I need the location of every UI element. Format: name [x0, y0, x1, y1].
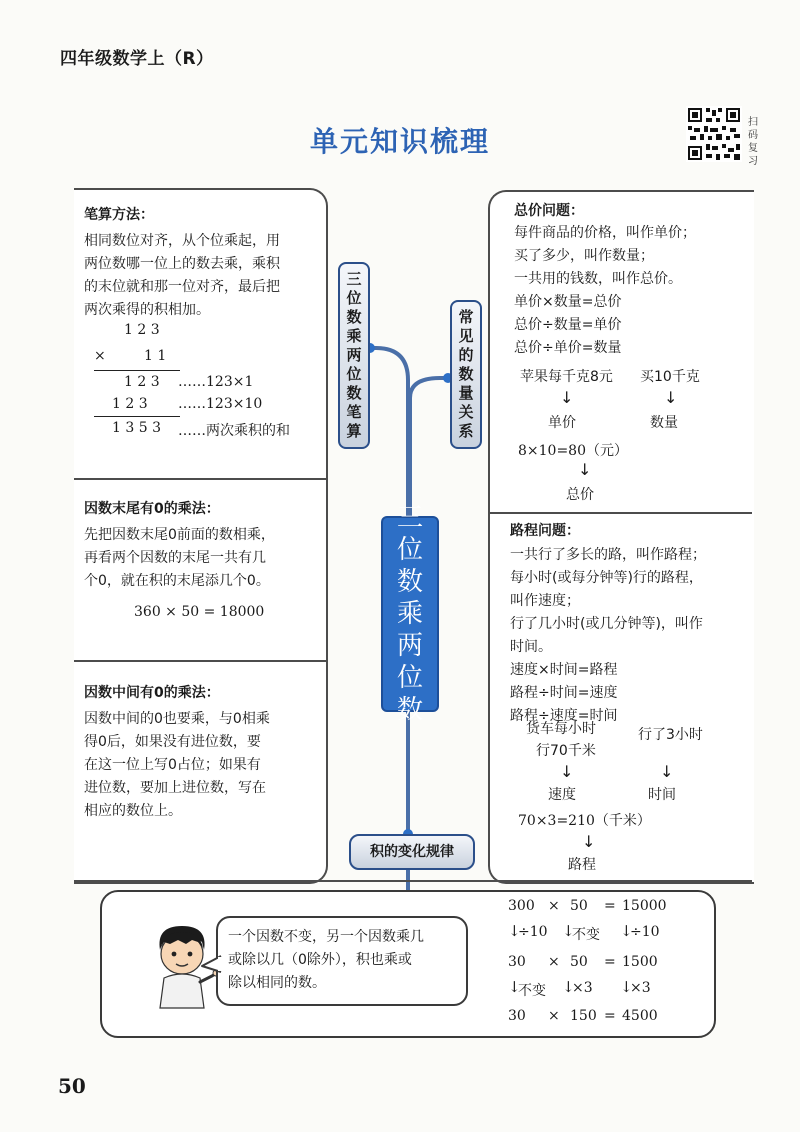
middle-zero-line: 相应的数位上。: [84, 803, 182, 819]
trailing-zero-heading: 因数末尾有0的乘法：: [84, 501, 220, 517]
arrow2-c: ×3: [630, 980, 651, 996]
partial-product-2: 1 2 3: [112, 396, 148, 412]
partial-product-1: 1 2 3: [124, 374, 160, 390]
total-price-result-label: 总价: [566, 487, 594, 503]
eq3-c: 4500: [622, 1008, 658, 1024]
center-topic: [381, 503, 439, 725]
written-method-body: [84, 230, 324, 322]
distance-formula: 路程÷时间=速度: [510, 685, 618, 701]
eq3-eq: =: [604, 1008, 616, 1024]
middle-zero-line: 得0后，如果没有进位数，要: [84, 734, 261, 750]
middle-zero-line: 因数中间的0也要乘，与0相乘: [84, 711, 270, 727]
distance-example-a2: 行70千米: [536, 743, 596, 759]
speech-line: 一个因数不变，另一个因数乘几: [228, 929, 424, 945]
left-divider-2: [74, 660, 326, 662]
qr-caption: 扫码复习: [748, 117, 758, 167]
distance-equation: 70×3=210（千米）: [518, 813, 651, 829]
page-title: 单元知识梳理: [309, 125, 490, 158]
total-price-formula: 单价×数量=总价: [514, 294, 622, 310]
unit-price-label: 单价: [548, 415, 576, 431]
center-topic-text: 三位数乘两位数: [396, 503, 423, 725]
book-title: 四年级数学上（R）: [60, 49, 214, 69]
speech-line: 或除以几（0除外），积也乘或: [228, 952, 412, 968]
quantity-label: 数量: [650, 415, 678, 431]
speech-text: [228, 926, 464, 995]
arrow1-b: 不变: [572, 927, 600, 943]
calc-rule-1: [94, 370, 180, 371]
eq1-op: ×: [548, 898, 560, 914]
down-arrow-icon: ↓: [560, 388, 574, 407]
right-divider: [488, 512, 752, 514]
eq3-b: 150: [570, 1008, 597, 1024]
trailing-zero-line: 先把因数末尾0前面的数相乘，: [84, 527, 275, 543]
branch-label-written-method: 三位数乘两位数笔算: [338, 262, 370, 449]
eq1-b: 50: [570, 898, 588, 914]
written-method-line: 两次乘得的积相加。: [84, 302, 210, 318]
arrow1-a: ÷10: [518, 924, 548, 940]
trailing-zero-body: [84, 524, 324, 593]
eq2-b: 50: [570, 954, 588, 970]
left-divider-1: [74, 478, 326, 480]
distance-line: 每小时(或每分钟等)行的路程，: [510, 570, 703, 586]
distance-example-a1: 货车每小时: [526, 721, 596, 737]
written-method-heading: 笔算方法：: [84, 207, 154, 223]
eq1-c: 15000: [622, 898, 667, 914]
page-number: 50: [58, 1074, 86, 1098]
total-price-formula: 总价÷单价=数量: [514, 340, 622, 356]
distance-line: 一共行了多长的路，叫作路程；: [510, 547, 706, 563]
distance-example-b: 行了3小时: [638, 727, 703, 743]
down-arrow-icon: ↓: [562, 922, 575, 940]
middle-zero-heading: 因数中间有0的乘法：: [84, 685, 220, 701]
bottom-rule: [74, 880, 752, 882]
multiplicand: 1 2 3: [124, 322, 160, 338]
total-price-example-b: 买10千克: [640, 369, 700, 385]
calc-rule-2: [94, 416, 180, 417]
total-price-body: [514, 222, 750, 360]
down-arrow-icon: ↓: [560, 762, 574, 781]
written-method-line: 相同数位对齐，从个位乘起，用: [84, 233, 280, 249]
eq2-eq: =: [604, 954, 616, 970]
times-sign: ×: [94, 348, 106, 364]
eq1-a: 300: [508, 898, 535, 914]
down-arrow-icon: ↓: [620, 978, 633, 996]
down-arrow-icon: ↓: [508, 978, 521, 996]
distance-line: 时间。: [510, 639, 552, 655]
total-price-line: 买了多少，叫作数量；: [514, 248, 654, 264]
down-arrow-icon: ↓: [664, 388, 678, 407]
down-arrow-icon: ↓: [578, 460, 592, 479]
middle-zero-line: 在这一位上写0占位；如果有: [84, 757, 261, 773]
arrow2-b: ×3: [572, 980, 593, 996]
product-rule-equations: [508, 898, 708, 1032]
middle-zero-line: 进位数，要加上进位数，写在: [84, 780, 266, 796]
eq1-eq: =: [604, 898, 616, 914]
distance-body: [510, 544, 750, 728]
speech-bubble-tail: [200, 954, 222, 976]
distance-line: 行了几小时(或几分钟等)，叫作: [510, 616, 703, 632]
trailing-zero-example: 360 × 50 = 18000: [134, 604, 265, 620]
written-method-line: 两位数哪一位上的数去乘，乘积: [84, 256, 280, 272]
arrow2-a: 不变: [518, 983, 546, 999]
eq2-c: 1500: [622, 954, 658, 970]
speed-label: 速度: [548, 787, 576, 803]
total-price-heading: 总价问题：: [514, 203, 584, 219]
eq3-a: 30: [508, 1008, 526, 1024]
time-label: 时间: [648, 787, 676, 803]
eq2-a: 30: [508, 954, 526, 970]
total-price-line: 一共用的钱数，叫作总价。: [514, 271, 682, 287]
eq2-op: ×: [548, 954, 560, 970]
written-method-line: 的末位就和那一位对齐，最后把: [84, 279, 280, 295]
partial-product-1-note: ……123×1: [178, 374, 254, 390]
trailing-zero-line: 再看两个因数的末尾一共有几: [84, 550, 266, 566]
down-arrow-icon: ↓: [582, 832, 596, 851]
distance-heading: 路程问题：: [510, 523, 580, 539]
total-price-formula: 总价÷数量=单价: [514, 317, 622, 333]
total-price-line: 每件商品的价格，叫作单价；: [514, 225, 696, 241]
calc-result-note: ……两次乘积的和: [178, 423, 290, 439]
partial-product-2-note: ……123×10: [178, 396, 263, 412]
calc-result: 1 3 5 3: [112, 420, 161, 436]
distance-formula: 速度×时间=路程: [510, 662, 618, 678]
arrow1-c: ÷10: [630, 924, 660, 940]
total-price-equation: 8×10=80（元）: [518, 443, 628, 459]
distance-line: 叫作速度；: [510, 593, 580, 609]
down-arrow-icon: ↓: [620, 922, 633, 940]
speech-line: 除以相同的数。: [228, 975, 326, 991]
branch-label-quantity-relations: 常见的数量关系: [450, 300, 482, 449]
distance-formula: 路程÷速度=时间: [510, 708, 618, 724]
down-arrow-icon: ↓: [660, 762, 674, 781]
multiplier: 1 1: [144, 348, 167, 364]
eq3-op: ×: [548, 1008, 560, 1024]
trailing-zero-line: 个0，就在积的末尾添几个0。: [84, 573, 270, 589]
branch-label-product-rule: 积的变化规律: [349, 834, 475, 870]
middle-zero-body: [84, 708, 324, 823]
down-arrow-icon: ↓: [508, 922, 521, 940]
down-arrow-icon: ↓: [562, 978, 575, 996]
distance-result-label: 路程: [568, 857, 596, 873]
total-price-example-a: 苹果每千克8元: [520, 369, 613, 385]
